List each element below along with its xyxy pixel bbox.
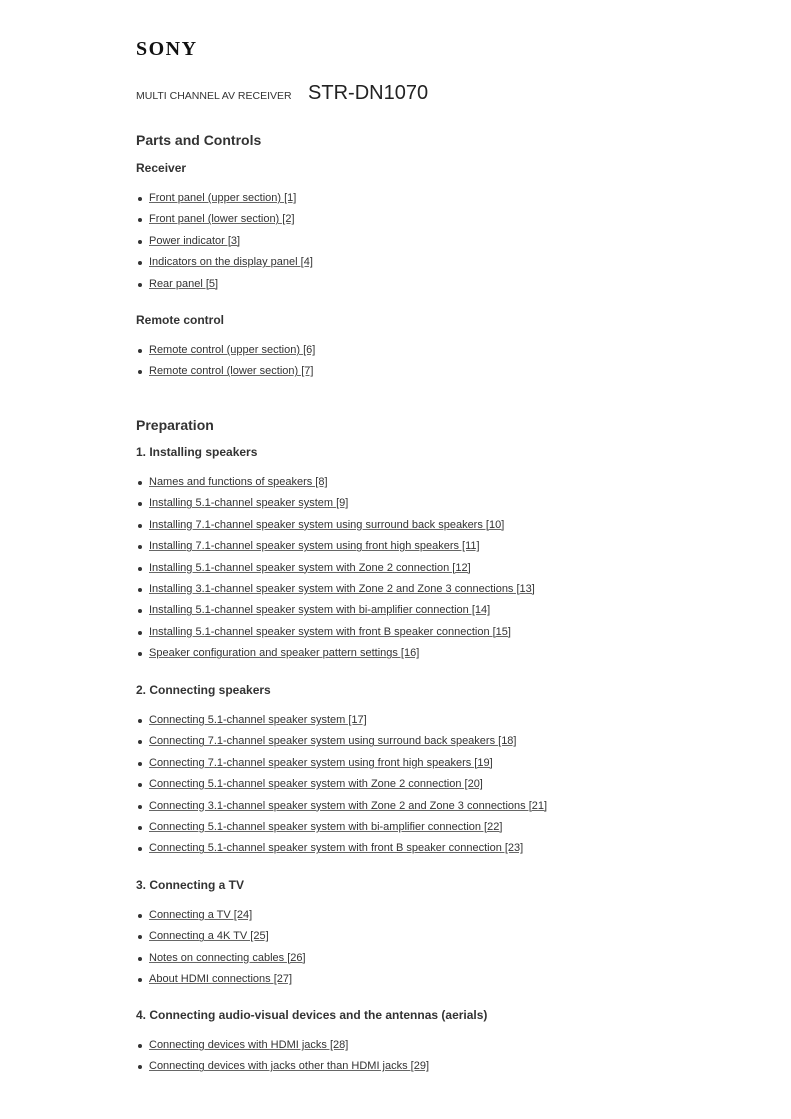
list-item [136,753,547,774]
product-header [136,82,428,105]
list-item [136,948,306,969]
list-item [136,817,547,838]
toc-link[interactable]: Installing 5.1-channel speaker system with bi-amplifier connection [14] [149,604,491,617]
toc-link[interactable]: Power indicator [3] [149,234,241,247]
list-item [136,1056,429,1077]
subsection-title-connecting-speakers: 2. Connecting speakers [136,683,271,697]
toc-link[interactable]: Notes on connecting cables [26] [149,951,306,964]
list-item [136,643,535,664]
list-item [136,231,313,252]
list-item [136,600,535,621]
connecting-tv-link-list [136,905,306,991]
toc-link[interactable]: Installing 7.1-channel speaker system using surround back speakers [10] [149,518,505,531]
list-item [136,274,313,295]
toc-link[interactable]: Connecting 5.1-channel speaker system with front B speaker connection [23] [149,842,524,855]
connecting-speakers-link-list [136,710,547,860]
list-item [136,493,535,514]
toc-link[interactable]: Connecting a TV [24] [149,909,253,921]
toc-link[interactable]: Connecting a 4K TV [25] [149,930,269,943]
list-item [136,340,315,361]
section-title-preparation: Preparation [136,417,214,433]
toc-link[interactable]: Installing 7.1-channel speaker system using front high speakers [11] [149,540,480,553]
installing-link-list [136,472,535,665]
list-item [136,361,315,382]
list-item [136,796,547,817]
toc-link[interactable]: Connecting devices with jacks other than HDMI jacks [29] [149,1060,430,1073]
toc-link[interactable]: Front panel (upper section) [1] [149,192,297,204]
subsection-title-installing-speakers: 1. Installing speakers [136,445,258,459]
list-item [136,969,306,990]
subsection-title-connecting-tv: 3. Connecting a TV [136,878,245,892]
list-item [136,515,535,536]
sony-logo: SONY [136,38,198,60]
list-item [136,209,313,230]
connecting-av-link-list [136,1035,429,1078]
toc-link[interactable]: Connecting devices with HDMI jacks [28] [149,1039,349,1051]
toc-link[interactable]: Names and functions of speakers [8] [149,476,328,488]
toc-link[interactable]: Installing 5.1-channel speaker system with front B speaker connection [15] [149,625,511,638]
list-item [136,1035,429,1056]
toc-link[interactable]: Remote control (upper section) [6] [149,344,316,356]
toc-link[interactable]: About HDMI connections [27] [149,973,293,986]
list-item [136,188,313,209]
list-item [136,731,547,752]
toc-link[interactable]: Connecting 5.1-channel speaker system with Zone 2 connection [20] [149,778,483,791]
toc-link[interactable]: Front panel (lower section) [2] [149,213,295,226]
list-item [136,558,535,579]
toc-link[interactable]: Indicators on the display panel [4] [149,256,313,269]
list-item [136,710,547,731]
toc-link[interactable]: Rear panel [5] [149,277,219,290]
list-item [136,838,547,859]
list-item [136,622,535,643]
receiver-link-list [136,188,313,295]
subsection-title-connecting-av-devices: 4. Connecting audio-visual devices and the antennas (aerials) [136,1008,488,1022]
section-title-parts-and-controls: Parts and Controls [136,132,262,148]
toc-link[interactable]: Speaker configuration and speaker pattern settings [16] [149,647,420,660]
toc-link[interactable]: Installing 5.1-channel speaker system with Zone 2 connection [12] [149,561,471,574]
list-item [136,252,313,273]
product-model: STR-DN1070 [308,82,429,104]
list-item [136,579,535,600]
toc-link[interactable]: Connecting 7.1-channel speaker system using front high speakers [19] [149,756,493,769]
toc-link[interactable]: Connecting 5.1-channel speaker system with bi-amplifier connection [22] [149,820,503,833]
remote-link-list [136,340,315,383]
list-item [136,536,535,557]
list-item [136,472,535,493]
list-item [136,774,547,795]
toc-link[interactable]: Installing 3.1-channel speaker system with Zone 2 and Zone 3 connections [13] [149,582,535,595]
subsection-title-remote-control: Remote control [136,313,225,327]
list-item [136,926,306,947]
subsection-title-receiver: Receiver [136,161,187,175]
toc-link[interactable]: Installing 5.1-channel speaker system [9] [149,497,349,510]
toc-link[interactable]: Connecting 5.1-channel speaker system [17] [149,714,367,726]
toc-link[interactable]: Connecting 3.1-channel speaker system with Zone 2 and Zone 3 connections [21] [149,799,548,812]
product-category: MULTI CHANNEL AV RECEIVER [136,90,292,102]
toc-link[interactable]: Connecting 7.1-channel speaker system using surround back speakers [18] [149,735,517,748]
toc-link[interactable]: Remote control (lower section) [7] [149,365,314,378]
list-item [136,905,306,926]
